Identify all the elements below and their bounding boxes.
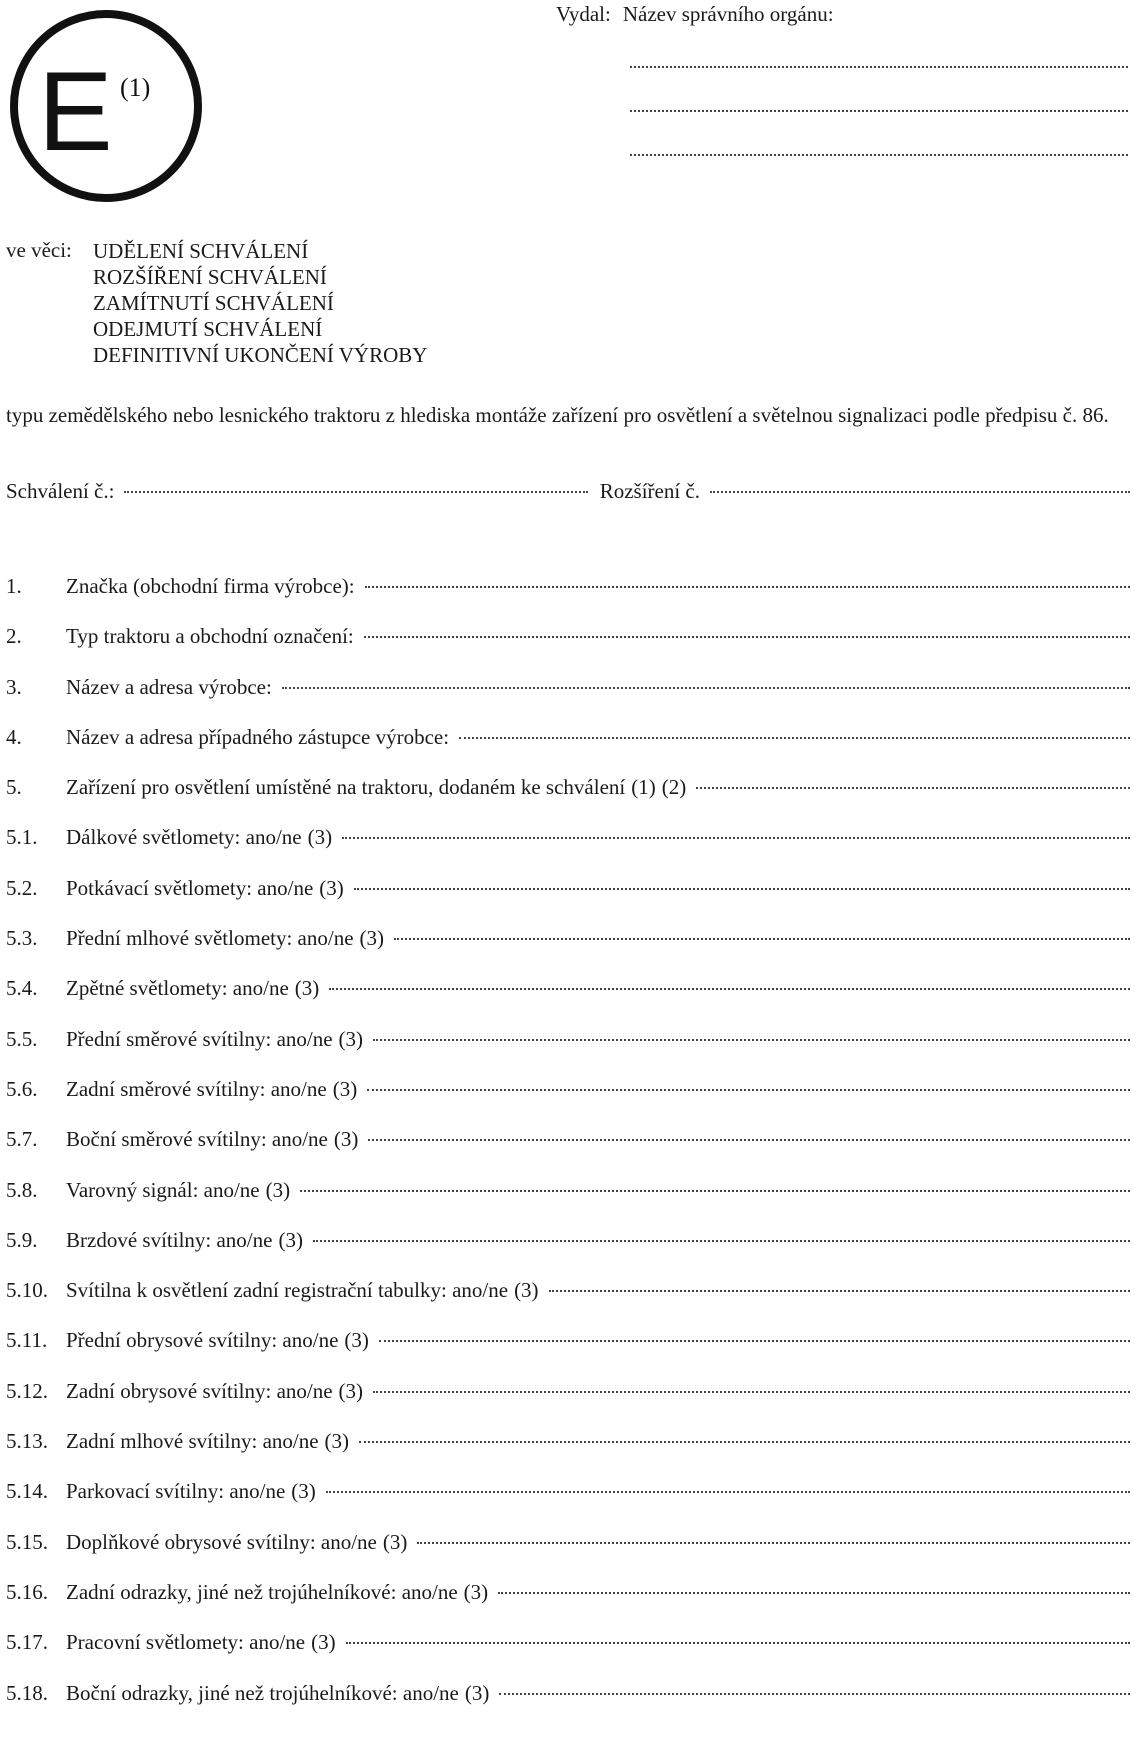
extension-number-field[interactable] [710, 491, 1130, 493]
concerning-option: ROZŠÍŘENÍ SCHVÁLENÍ [93, 265, 327, 289]
item-label-text: Značka (obchodní firma výrobce): [66, 574, 355, 598]
item-label-text: Varovný signál: ano/ne [66, 1177, 260, 1202]
item-label-text: Zadní odrazky, jiné než trojúhelníkové: ano/ne [66, 1579, 458, 1604]
item-number: 5.7. [6, 1127, 38, 1152]
form-item [6, 1178, 1130, 1228]
item-label-text: Zadní směrové svítilny: ano/ne [66, 1076, 327, 1101]
item-label [66, 1681, 489, 1706]
footnote-ref: (3) [319, 875, 344, 900]
item-answer-field[interactable] [549, 1290, 1130, 1292]
item-label-text: Přední směrové svítilny: ano/ne [66, 1026, 333, 1051]
footnote-ref: (3) [338, 1378, 364, 1403]
item-number: 1. [6, 574, 22, 598]
item-label [66, 1278, 539, 1303]
item-number: 5.4. [6, 976, 38, 1001]
form-item [6, 976, 1130, 1026]
item-label-text: Název a adresa výrobce: [66, 674, 272, 699]
footnote-ref: (3) [344, 1328, 369, 1353]
item-number: 2. [6, 624, 22, 649]
item-answer-field[interactable] [696, 787, 1130, 789]
footnote-ref: (3) [464, 1680, 490, 1705]
item-answer-field[interactable] [499, 1693, 1130, 1695]
footnote-ref: (3) [514, 1278, 539, 1303]
item-answer-field[interactable] [364, 636, 1130, 638]
item-label [66, 624, 354, 649]
footnote-ref: (3) [265, 1177, 291, 1202]
extension-number-label: Rozšíření č. [599, 479, 700, 503]
item-number: 5.11. [6, 1328, 48, 1353]
issuer-line-1[interactable] [630, 66, 1128, 68]
item-label-text: Brzdové svítilny: ano/ne [66, 1227, 273, 1252]
item-label [66, 1530, 407, 1555]
e-mark-footnote: (1) [120, 73, 151, 102]
footnote-ref: (3) [291, 1479, 316, 1504]
item-number: 5.14. [6, 1479, 48, 1504]
concerning-option: ZAMÍTNUTÍ SCHVÁLENÍ [93, 291, 334, 315]
item-number: 5.9. [6, 1227, 38, 1252]
issued-by [556, 2, 834, 27]
approval-number-field[interactable] [124, 491, 587, 493]
form-item [6, 1630, 1130, 1680]
item-answer-field[interactable] [373, 1039, 1130, 1041]
footnote-ref: (3) [463, 1579, 489, 1604]
item-number: 5.6. [6, 1076, 38, 1101]
item-answer-field[interactable] [313, 1240, 1130, 1242]
concerning-option: DEFINITIVNÍ UKONČENÍ VÝROBY [93, 343, 428, 367]
footnote-ref: (3) [382, 1529, 408, 1554]
form-item [6, 775, 1130, 825]
form-item [6, 1379, 1130, 1429]
e-mark-seal [8, 8, 204, 204]
item-label [66, 825, 332, 850]
item-answer-field[interactable] [342, 837, 1130, 839]
footnote-ref: (3) [311, 1630, 336, 1655]
footnote-ref: (3) [333, 1127, 359, 1152]
item-label [66, 1379, 363, 1404]
e-mark-letter: E [38, 49, 113, 174]
issued-by-label: Vydal: [556, 2, 611, 26]
form-item [6, 1580, 1130, 1630]
form-item [6, 725, 1130, 775]
form-item [6, 1228, 1130, 1278]
item-label-text: Název a adresa případného zástupce výrobce: [66, 724, 450, 749]
item-answer-field[interactable] [498, 1592, 1130, 1594]
approval-number-label: Schválení č.: [6, 479, 115, 503]
item-number: 5.15. [6, 1529, 48, 1554]
footnote-ref: (3) [307, 825, 333, 850]
item-number: 5.2. [6, 875, 38, 900]
form-item [6, 675, 1130, 725]
form-item [6, 1530, 1130, 1580]
item-label-text: Přední obrysové svítilny: ano/ne [66, 1328, 339, 1353]
item-answer-field[interactable] [368, 1139, 1130, 1141]
item-label [66, 1328, 369, 1353]
item-answer-field[interactable] [359, 1441, 1130, 1443]
item-label [66, 775, 686, 800]
type-statement: typu zemědělského nebo lesnického traktoru z hlediska montáže zařízení pro osvětlení a světelnou signalizaci podle předpisu č. 86. [6, 403, 1109, 427]
item-number: 5.10. [6, 1278, 48, 1303]
form-item [6, 1077, 1130, 1127]
item-label [66, 574, 355, 599]
item-number: 5. [6, 775, 22, 800]
item-label-text: Dálkové světlomety: ano/ne [66, 825, 302, 850]
item-label [66, 926, 384, 951]
item-label [66, 1479, 316, 1504]
form-item [6, 574, 1130, 624]
item-number: 5.3. [6, 926, 38, 951]
item-label [66, 1178, 290, 1203]
item-label-text: Doplňkové obrysové svítilny: ano/ne [66, 1529, 377, 1554]
form-item [6, 624, 1130, 674]
item-label-text: Boční směrové svítilny: ano/ne [66, 1127, 328, 1152]
footnote-ref: (3) [332, 1076, 358, 1101]
form-item [6, 876, 1130, 926]
concerning-option: UDĚLENÍ SCHVÁLENÍ [93, 239, 309, 263]
item-list [6, 574, 1130, 1731]
item-label-text: Zadní obrysové svítilny: ano/ne [66, 1378, 333, 1403]
form-item [6, 825, 1130, 875]
item-number: 5.1. [6, 825, 38, 850]
form-item [6, 1127, 1130, 1177]
item-number: 5.5. [6, 1026, 38, 1051]
item-label-text: Přední mlhové světlomety: ano/ne [66, 926, 354, 951]
item-label-text: Pracovní světlomety: ano/ne [66, 1630, 306, 1655]
item-label-text: Zařízení pro osvětlení umístěné na traktoru, dodaném ke schválení [66, 775, 626, 800]
item-number: 3. [6, 674, 22, 699]
item-label [66, 976, 319, 1001]
item-answer-field[interactable] [326, 1491, 1130, 1493]
item-answer-field[interactable] [346, 1642, 1130, 1644]
concerning-options [93, 238, 427, 368]
item-label [66, 725, 449, 750]
item-label-text: Parkovací svítilny: ano/ne [66, 1479, 286, 1504]
item-number: 5.12. [6, 1378, 48, 1403]
item-label [66, 1228, 303, 1253]
item-label-text: Zadní mlhové svítilny: ano/ne [66, 1429, 319, 1454]
item-label [66, 876, 344, 901]
issuer-line-2[interactable] [630, 110, 1128, 112]
form-item [6, 1429, 1130, 1479]
item-label [66, 1027, 363, 1052]
item-answer-field[interactable] [379, 1340, 1130, 1342]
footnote-ref: (3) [278, 1227, 303, 1252]
item-number: 4. [6, 724, 22, 749]
item-number: 5.18. [6, 1680, 48, 1705]
item-answer-field[interactable] [367, 1089, 1130, 1091]
form-item [6, 1479, 1130, 1529]
item-number: 5.8. [6, 1177, 38, 1202]
item-answer-field[interactable] [354, 888, 1130, 890]
item-label [66, 1429, 349, 1454]
form-item [6, 1681, 1130, 1731]
item-label [66, 1630, 336, 1655]
footnote-ref: (3) [294, 976, 320, 1001]
footnote-ref: (3) [359, 926, 385, 951]
footnote-ref: (2) [661, 775, 687, 800]
item-label [66, 675, 272, 700]
issuer-line-3[interactable] [630, 154, 1128, 156]
form-item [6, 926, 1130, 976]
form-item [6, 1328, 1130, 1378]
item-answer-field[interactable] [394, 938, 1130, 940]
item-label-text: Potkávací světlomety: ano/ne [66, 875, 314, 900]
item-number: 5.13. [6, 1429, 48, 1454]
item-answer-field[interactable] [282, 687, 1130, 689]
form-item [6, 1278, 1130, 1328]
footnote-ref: (1) [631, 775, 656, 800]
concerning-label: ve věci: [6, 238, 72, 262]
issued-by-value: Název správního orgánu: [622, 2, 834, 26]
form-item [6, 1027, 1130, 1077]
item-number: 5.16. [6, 1579, 48, 1604]
concerning-option: ODEJMUTÍ SCHVÁLENÍ [93, 317, 323, 341]
item-answer-field[interactable] [459, 737, 1130, 739]
item-answer-field[interactable] [300, 1190, 1130, 1192]
footnote-ref: (3) [324, 1429, 350, 1454]
item-answer-field[interactable] [329, 988, 1130, 990]
item-answer-field[interactable] [365, 586, 1130, 588]
item-label [66, 1077, 357, 1102]
item-answer-field[interactable] [417, 1542, 1130, 1544]
item-label-text: Zpětné světlomety: ano/ne [66, 976, 289, 1001]
item-label [66, 1127, 358, 1152]
item-label-text: Svítilna k osvětlení zadní registrační tabulky: ano/ne [66, 1278, 509, 1303]
item-answer-field[interactable] [373, 1391, 1130, 1393]
item-label [66, 1580, 488, 1605]
item-label-text: Typ traktoru a obchodní označení: [66, 624, 354, 649]
item-label-text: Boční odrazky, jiné než trojúhelníkové: ano/ne [66, 1680, 459, 1705]
footnote-ref: (3) [338, 1026, 364, 1051]
approval-row [6, 479, 1130, 504]
item-number: 5.17. [6, 1630, 48, 1655]
